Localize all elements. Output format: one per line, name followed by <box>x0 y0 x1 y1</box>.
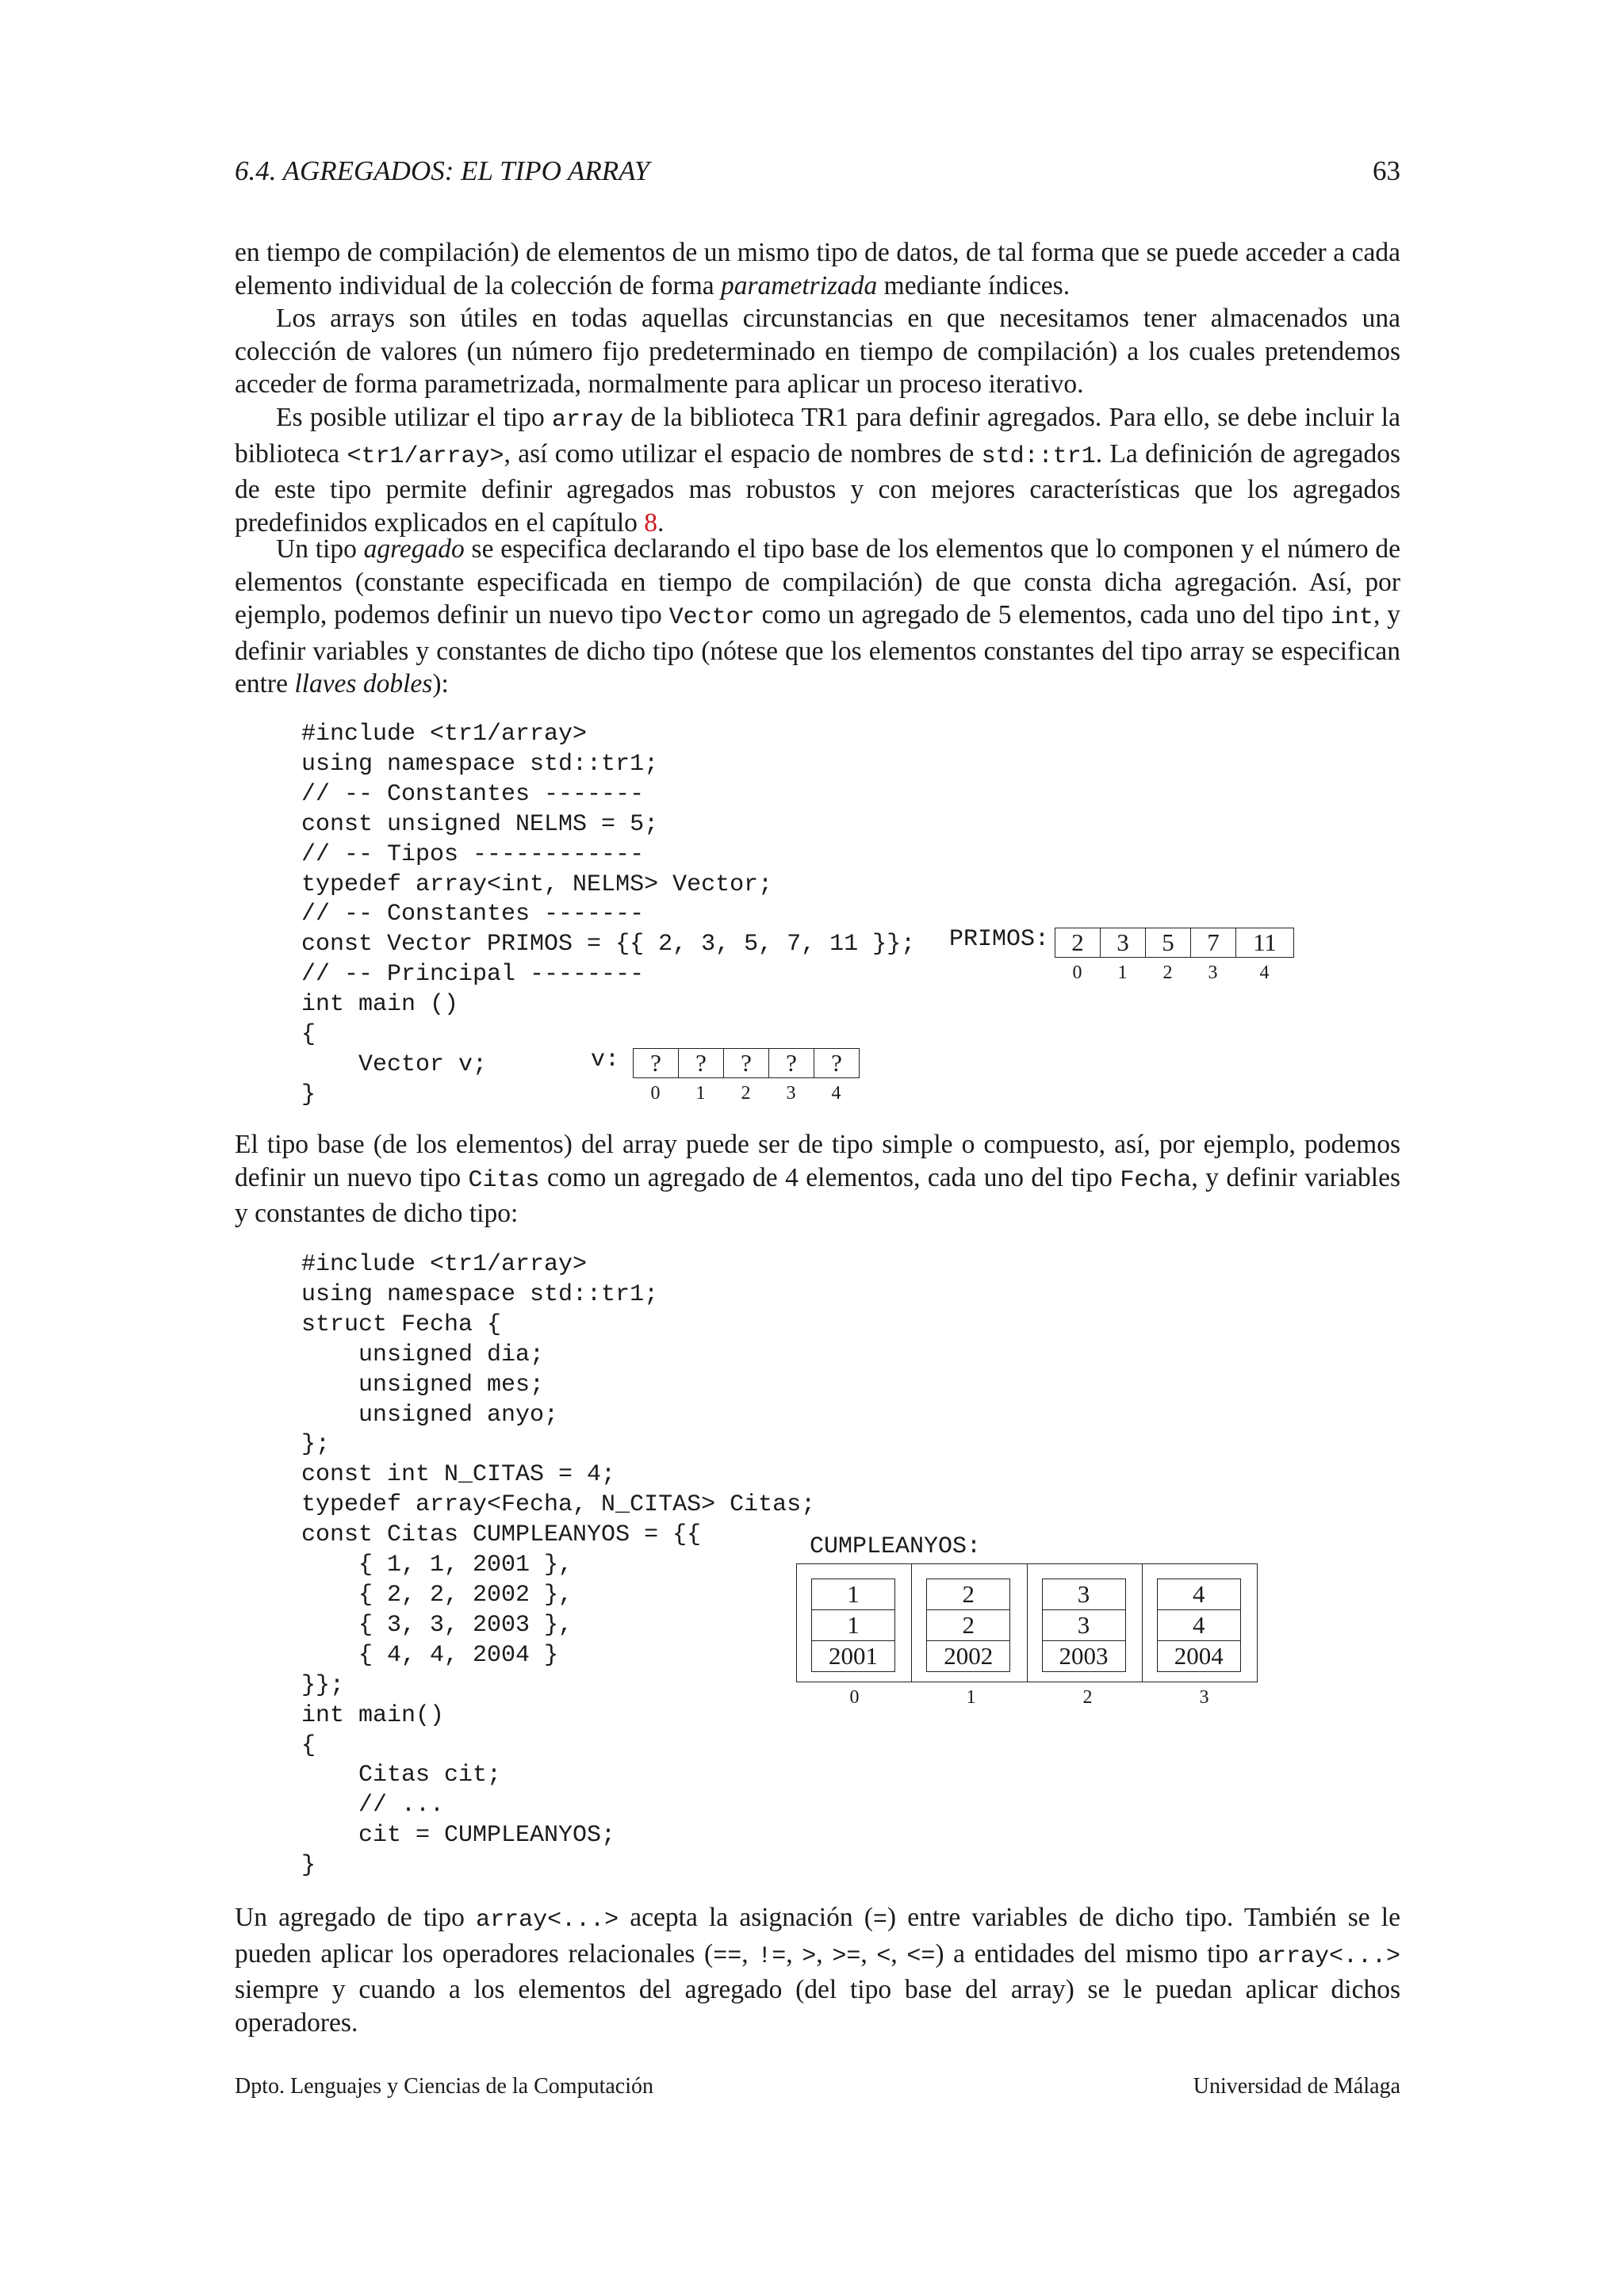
array-index: 2 <box>1082 1687 1093 1708</box>
page-number: 63 <box>1373 155 1400 186</box>
vector-v-label: v: <box>591 1047 620 1073</box>
array-index: 3 <box>1208 962 1218 983</box>
vector-v-indices <box>633 1083 859 1104</box>
array-index: 4 <box>831 1083 841 1104</box>
array-index: 1 <box>1117 962 1128 983</box>
array-index: 3 <box>1199 1687 1209 1708</box>
record-slot <box>1142 1564 1257 1682</box>
field-mes: 2 <box>926 1610 1010 1641</box>
paragraph-1: en tiempo de compilación) de elementos de un mismo tipo de datos, de tal forma que se puede acceder a cada elemento individual de la colección de forma parametrizada mediante índices. <box>235 238 1400 300</box>
array-cell: ? <box>633 1048 679 1078</box>
paragraph-6: Un agregado de tipo array<...> acepta la asignación (=) entre variables de dicho tipo. También se le pueden aplicar los operadores relacionales (==, !=, >, >=, <, <=) a entidades del mismo tipo array<...> siempre y cuando a los elementos del agregado (del tipo base del array) se le puedan aplicar dichos operadores. <box>235 1903 1401 2038</box>
array-index: 2 <box>1162 962 1173 983</box>
primos-label: PRIMOS: <box>949 926 1050 953</box>
array-cell: ? <box>724 1048 769 1078</box>
code-listing-citas: #include <tr1/array> using namespace std::tr1; struct Fecha { unsigned dia; unsigned mes; unsigned anyo; }; const int N_CITAS = 4; typedef array<Fecha, N_CITAS> Citas; const Citas CUMPLEANYOS = {{ { 1, 1, 2001 }, { 2, 2, 2002 }, { 3, 3, 2003 }, { 4, 4, 2004 } }}; int main() { Citas cit; // ... cit = CUMPLEANYOS; } <box>301 1251 816 1880</box>
vector-v-array <box>633 1048 860 1078</box>
array-index: 0 <box>849 1687 860 1708</box>
field-anyo: 2003 <box>1042 1641 1126 1672</box>
field-mes: 1 <box>811 1610 895 1641</box>
paragraph-5: El tipo base (de los elementos) del array puede ser de tipo simple o compuesto, así, por ejemplo, podemos definir un nuevo tipo Citas como un agregado de 4 elementos, cada uno del tipo Fecha, y definir variables y constantes de dicho tipo: <box>235 1130 1400 1228</box>
paragraph-4: Un tipo agregado se especifica declarando el tipo base de los elementos que lo componen y el número de elementos (constante especificada en tiempo de compilación) de que consta dicha agregación. Así, por ejemplo, podemos definir un nuevo tipo Vector como un agregado de 5 elementos, cada uno del tipo int, y definir variables y constantes de dicho tipo (nótese que los elementos constantes del tipo array se especifican entre llaves dobles): <box>235 534 1401 698</box>
cumpleanyos-label: CUMPLEANYOS: <box>810 1533 982 1560</box>
cumpleanyos-array <box>796 1563 1258 1682</box>
array-cell: 3 <box>1101 928 1146 958</box>
running-header <box>235 155 1400 195</box>
array-cell: 2 <box>1055 928 1101 958</box>
paragraph-2: Los arrays son útiles en todas aquellas circunstancias en que necesitamos tener almacenados una colección de valores (un número fijo predeterminado en tiempo de compilación) a los cuales pretendemos acceder de forma parametrizada, normalmente para aplicar un proceso iterativo. <box>235 304 1400 399</box>
primos-array <box>1055 928 1294 958</box>
array-cell: ? <box>814 1048 860 1078</box>
chapter-reference-link[interactable]: 8 <box>644 507 658 538</box>
array-cell: 7 <box>1191 928 1236 958</box>
array-index: 0 <box>1072 962 1082 983</box>
field-anyo: 2001 <box>811 1641 895 1672</box>
record-slot <box>911 1564 1026 1682</box>
array-index: 2 <box>741 1083 751 1104</box>
array-index: 1 <box>695 1083 706 1104</box>
fecha-record <box>811 1578 895 1672</box>
record-slot <box>1027 1564 1142 1682</box>
array-index: 0 <box>650 1083 661 1104</box>
primos-indices <box>1055 962 1293 984</box>
footer-department: Dpto. Lenguajes y Ciencias de la Computación <box>235 2074 653 2099</box>
array-cell: 5 <box>1146 928 1191 958</box>
code-listing-vector: #include <tr1/array> using namespace std::tr1; // -- Constantes ------- const unsigned NELMS = 5; // -- Tipos ------------ typedef array<int, NELMS> Vector; // -- Constantes ------- const Vector PRIMOS = {{ 2, 3, 5, 7, 11 }}; // -- Principal -------- int main () { Vector v; } <box>301 721 916 1108</box>
field-mes: 4 <box>1157 1610 1241 1641</box>
field-dia: 1 <box>811 1578 895 1610</box>
field-dia: 4 <box>1157 1578 1241 1610</box>
fecha-record <box>1042 1578 1126 1672</box>
paragraph-3: Es posible utilizar el tipo array de la biblioteca TR1 para definir agregados. Para ello, se debe incluir la biblioteca <tr1/array>, así como utilizar el espacio de nombres de std::tr1. La definición de agregados de este tipo permite definir agregados mas robustos y con mejores características que los agregados predefinidos explicados en el capítulo 8. <box>235 403 1401 538</box>
fecha-record <box>926 1578 1010 1672</box>
cumpleanyos-indices <box>796 1687 1262 1709</box>
array-index: 1 <box>966 1687 976 1708</box>
array-index: 4 <box>1259 962 1270 983</box>
array-cell: 11 <box>1236 928 1294 958</box>
section-title: 6.4. AGREGADOS: EL TIPO ARRAY <box>235 155 650 186</box>
array-cell: ? <box>769 1048 814 1078</box>
field-anyo: 2002 <box>926 1641 1010 1672</box>
field-anyo: 2004 <box>1157 1641 1241 1672</box>
array-index: 3 <box>786 1083 796 1104</box>
array-cell: ? <box>679 1048 724 1078</box>
fecha-record <box>1157 1578 1241 1672</box>
field-dia: 2 <box>926 1578 1010 1610</box>
field-mes: 3 <box>1042 1610 1126 1641</box>
record-slot <box>797 1564 911 1682</box>
field-dia: 3 <box>1042 1578 1126 1610</box>
footer-university: Universidad de Málaga <box>1193 2074 1400 2099</box>
